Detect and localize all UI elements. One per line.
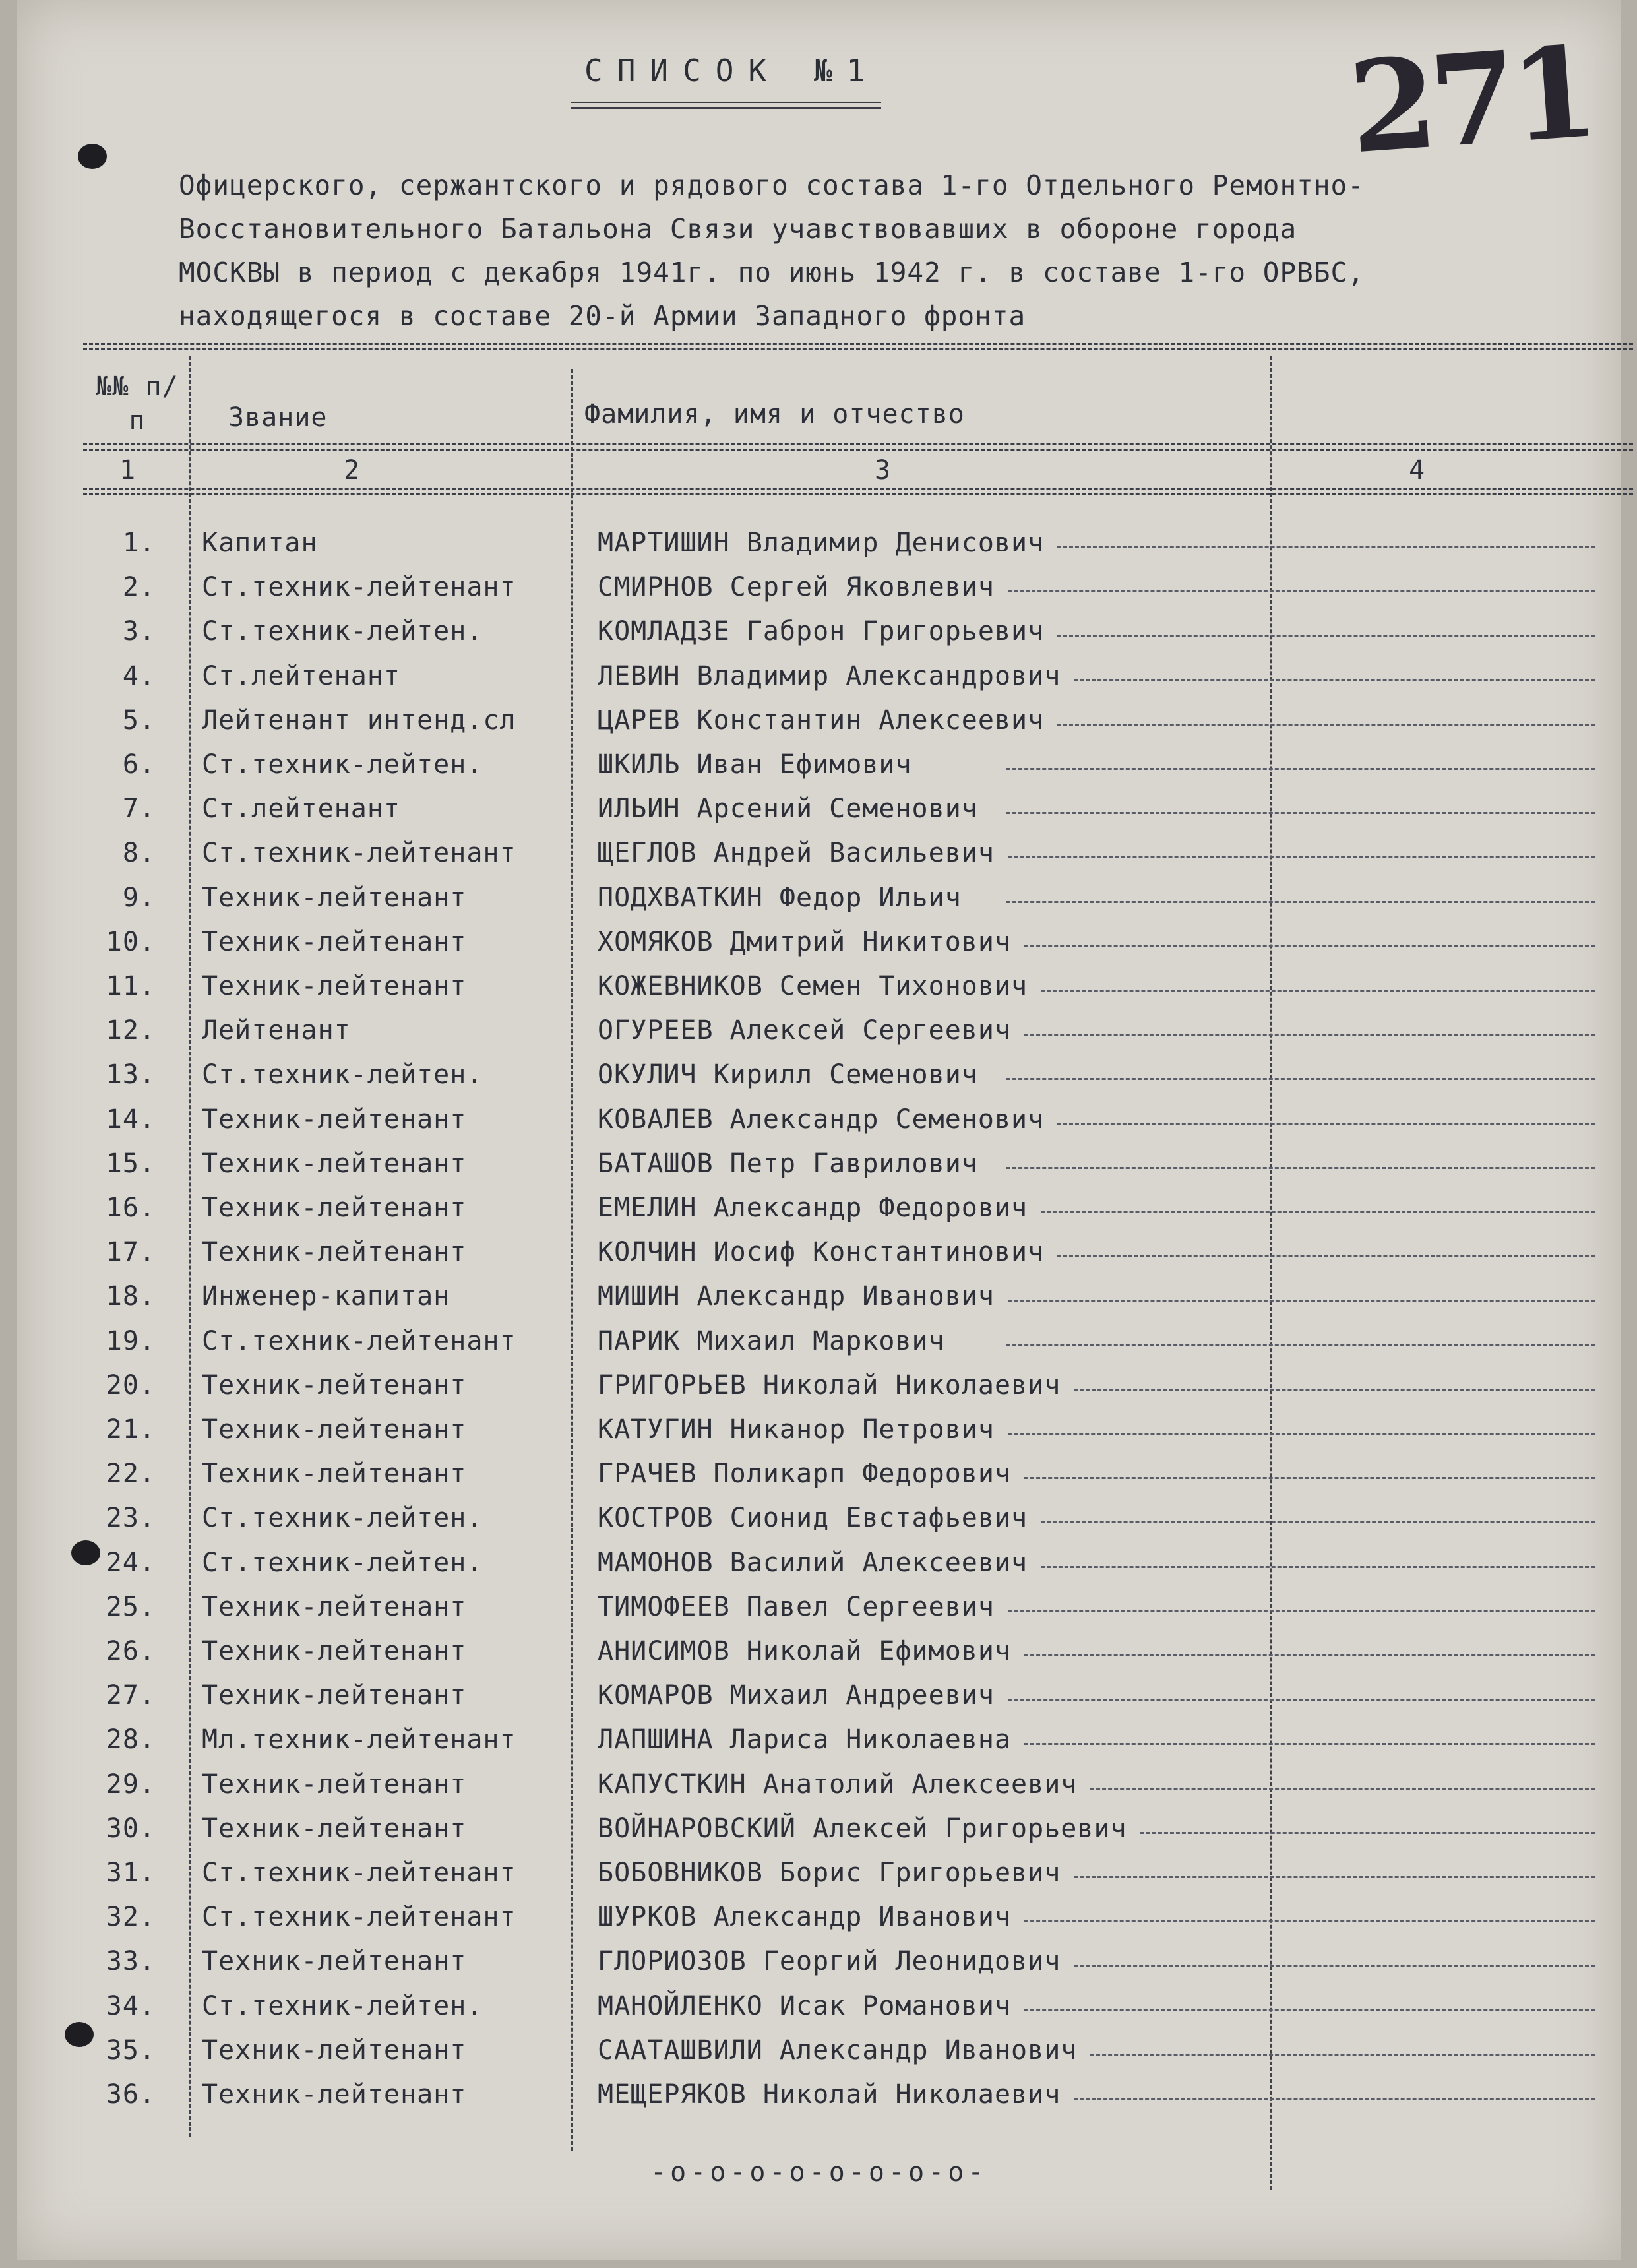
row-number: 29.: [106, 1769, 156, 1800]
row-full-name: МАМОНОВ Василий Алексеевич: [598, 1547, 1028, 1578]
row-rank: Техник-лейтенант: [202, 971, 467, 1001]
row-full-name: КОМАРОВ Михаил Андреевич: [598, 1680, 995, 1711]
row-number: 14.: [106, 1104, 156, 1135]
row-number: 6.: [122, 749, 156, 780]
row-blank-column-4: [1140, 1832, 1595, 1834]
row-number: 5.: [122, 705, 156, 736]
row-blank-column-4: [1041, 1211, 1595, 1213]
row-number: 7.: [122, 794, 156, 825]
row-number: 36.: [106, 2079, 156, 2110]
row-rank: Ст.техник-лейтенант: [202, 1902, 516, 1933]
row-full-name: АНИСИМОВ Николай Ефимович: [598, 1636, 1012, 1666]
row-full-name: КОМЛАДЗЕ Габрон Григорьевич: [598, 616, 1045, 647]
table-row: [17, 838, 1621, 881]
intro-line: Офицерского, сержантского и рядового состава 1-го Отдельного Ремонтно-: [179, 170, 1365, 201]
table-row: [17, 1059, 1621, 1103]
row-number: 32.: [106, 1902, 156, 1933]
row-rank: Ст.техник-лейтенант: [202, 572, 516, 603]
row-blank-column-4: [1074, 1876, 1595, 1878]
row-blank-column-4: [1024, 945, 1595, 947]
table-row: [17, 1858, 1621, 1901]
row-number: 12.: [106, 1015, 156, 1046]
row-blank-column-4: [1041, 1566, 1595, 1568]
row-blank-column-4: [1057, 1255, 1595, 1257]
table-row: [17, 927, 1621, 970]
row-blank-column-4: [1090, 1788, 1595, 1790]
header-name: Фамилия, имя и отчество: [584, 399, 965, 429]
row-blank-column-4: [1008, 590, 1595, 592]
row-blank-column-4: [1024, 1654, 1595, 1656]
row-rank: Ст.лейтенант: [202, 794, 400, 825]
row-full-name: КОЖЕВНИКОВ Семен Тихонович: [598, 971, 1028, 1001]
row-number: 9.: [122, 882, 156, 913]
row-rank: Ст.техник-лейтен.: [202, 749, 483, 780]
table-row: [17, 1769, 1621, 1813]
row-number: 20.: [106, 1370, 156, 1401]
row-full-name: ПАРИК Михаил Маркович: [598, 1325, 945, 1356]
row-rank: Ст.техник-лейтенант: [202, 838, 516, 869]
row-number: 27.: [106, 1680, 156, 1711]
row-number: 21.: [106, 1414, 156, 1445]
row-full-name: КАТУГИН Никанор Петрович: [598, 1414, 995, 1445]
intro-line: находящегося в составе 20-й Армии Западного фронта: [179, 300, 1026, 332]
table-row: [17, 1237, 1621, 1280]
row-number: 3.: [122, 616, 156, 647]
row-full-name: МИШИН Александр Иванович: [598, 1281, 995, 1312]
row-number: 10.: [106, 926, 156, 957]
header-num: №№ п/п: [96, 371, 179, 436]
row-blank-column-4: [1008, 1610, 1595, 1612]
row-number: 18.: [106, 1281, 156, 1312]
row-full-name: ОКУЛИЧ Кирилл Семенович: [598, 1059, 978, 1090]
table-row: [17, 749, 1621, 793]
table-row: [17, 661, 1621, 705]
row-rank: Ст.лейтенант: [202, 660, 400, 691]
row-full-name: ЦАРЕВ Константин Алексеевич: [598, 705, 1045, 736]
table-row: [17, 528, 1621, 571]
row-blank-column-4: [1024, 1034, 1595, 1036]
row-blank-column-4: [1057, 635, 1595, 637]
table-row: [17, 1459, 1621, 1502]
row-number: 23.: [106, 1503, 156, 1534]
table-row: [17, 1414, 1621, 1458]
row-rank: Ст.техник-лейтен.: [202, 1547, 483, 1578]
table-top-rule: [83, 343, 1633, 350]
header-rank: Звание: [228, 402, 328, 433]
table-row: [17, 1015, 1621, 1059]
row-full-name: ЛАПШИНА Лариса Николаевна: [598, 1724, 1012, 1755]
table-row: [17, 616, 1621, 660]
intro-line: МОСКВЫ в период с декабря 1941г. по июнь 1942 г. в составе 1-го ОРВБС,: [179, 257, 1365, 288]
row-rank: Лейтенант интенд.сл: [202, 705, 516, 736]
table-row: [17, 1104, 1621, 1148]
table-row: [17, 1503, 1621, 1546]
title-underline: [571, 102, 881, 109]
row-rank: Техник-лейтенант: [202, 1591, 467, 1622]
row-rank: Техник-лейтенант: [202, 1680, 467, 1711]
table-row: [17, 1724, 1621, 1768]
row-blank-column-4: [1041, 1521, 1595, 1523]
table-row: [17, 1149, 1621, 1192]
row-rank: Техник-лейтенант: [202, 1636, 467, 1666]
row-number: 1.: [122, 528, 156, 558]
column-number-rule: [83, 488, 1633, 495]
row-blank-column-4: [1074, 679, 1595, 681]
header-bottom-rule: [83, 443, 1633, 451]
row-rank: Капитан: [202, 528, 318, 558]
row-rank: Инженер-капитан: [202, 1281, 450, 1312]
row-full-name: ЕМЕЛИН Александр Федорович: [598, 1193, 1028, 1223]
end-of-list-mark: -о-о-о-о-о-о-о-о-: [650, 2157, 988, 2188]
row-number: 13.: [106, 1059, 156, 1090]
row-rank: Техник-лейтенант: [202, 1104, 467, 1135]
row-number: 16.: [106, 1193, 156, 1223]
row-number: 35.: [106, 2034, 156, 2065]
row-rank: Техник-лейтенант: [202, 1148, 467, 1179]
row-blank-column-4: [1006, 768, 1595, 770]
archive-number-stamp: 271: [1344, 18, 1596, 182]
row-blank-column-4: [1074, 2098, 1595, 2100]
row-number: 33.: [106, 1946, 156, 1977]
row-rank: Техник-лейтенант: [202, 1813, 467, 1844]
table-row: [17, 1813, 1621, 1857]
row-full-name: ЛЕВИН Владимир Александрович: [598, 660, 1061, 691]
row-full-name: ПОДХВАТКИН Федор Ильич: [598, 882, 962, 913]
row-rank: Техник-лейтенант: [202, 1370, 467, 1401]
table-row: [17, 1326, 1621, 1370]
row-rank: Техник-лейтенант: [202, 882, 467, 913]
row-number: 24.: [106, 1547, 156, 1578]
row-blank-column-4: [1006, 901, 1595, 903]
row-number: 28.: [106, 1724, 156, 1755]
row-full-name: ГЛОРИОЗОВ Георгий Леонидович: [598, 1946, 1061, 1977]
row-rank: Техник-лейтенант: [202, 2034, 467, 2065]
row-rank: Лейтенант: [202, 1015, 351, 1046]
column-number: 1: [119, 455, 137, 486]
row-rank: Мл.техник-лейтенант: [202, 1724, 516, 1755]
document-title: СПИСОК №1: [584, 53, 880, 88]
punch-hole: [71, 1540, 100, 1565]
table-row: [17, 1902, 1621, 1945]
punch-hole: [78, 144, 107, 169]
row-number: 2.: [122, 572, 156, 603]
row-blank-column-4: [1024, 2009, 1595, 2011]
punch-hole: [65, 2022, 94, 2047]
row-rank: Ст.техник-лейтен.: [202, 1990, 483, 2021]
row-full-name: БАТАШОВ Петр Гаврилович: [598, 1148, 978, 1179]
row-rank: Техник-лейтенант: [202, 1769, 467, 1800]
row-full-name: КОЛЧИН Иосиф Константинович: [598, 1237, 1045, 1268]
column-number: 4: [1409, 455, 1426, 486]
row-full-name: ЩЕГЛОВ Андрей Васильевич: [598, 838, 995, 869]
row-full-name: ШКИЛЬ Иван Ефимович: [598, 749, 912, 780]
row-rank: Ст.техник-лейтен.: [202, 616, 483, 647]
table-row: [17, 971, 1621, 1015]
row-blank-column-4: [1024, 1743, 1595, 1745]
row-number: 8.: [122, 838, 156, 869]
column-number: 2: [344, 455, 361, 486]
row-blank-column-4: [1090, 2054, 1595, 2056]
row-blank-column-4: [1006, 812, 1595, 814]
row-blank-column-4: [1008, 1433, 1595, 1435]
row-full-name: ВОЙНАРОВСКИЙ Алексей Григорьевич: [598, 1813, 1127, 1844]
row-full-name: ТИМОФЕЕВ Павел Сергеевич: [598, 1591, 995, 1622]
row-blank-column-4: [1006, 1078, 1595, 1080]
table-row: [17, 1636, 1621, 1680]
table-row: [17, 1680, 1621, 1724]
row-full-name: СМИРНОВ Сергей Яковлевич: [598, 572, 995, 603]
table-row: [17, 2035, 1621, 2079]
table-row: [17, 1592, 1621, 1635]
table-row: [17, 1946, 1621, 1990]
intro-paragraph: [179, 164, 1577, 338]
intro-line: Восстановительного Батальона Связи учавствовавших в обороне города: [179, 213, 1297, 245]
row-full-name: СААТАШВИЛИ Александр Иванович: [598, 2034, 1078, 2065]
row-number: 26.: [106, 1636, 156, 1666]
row-number: 17.: [106, 1237, 156, 1268]
row-number: 30.: [106, 1813, 156, 1844]
column-number: 3: [875, 455, 892, 486]
row-full-name: БОБОВНИКОВ Борис Григорьевич: [598, 1858, 1061, 1888]
row-blank-column-4: [1057, 546, 1595, 548]
row-blank-column-4: [1074, 1965, 1595, 1967]
row-number: 25.: [106, 1591, 156, 1622]
row-full-name: КАПУСТКИН Анатолий Алексеевич: [598, 1769, 1078, 1800]
row-full-name: МАРТИШИН Владимир Денисович: [598, 528, 1045, 558]
row-rank: Ст.техник-лейтен.: [202, 1059, 483, 1090]
row-full-name: КОСТРОВ Сионид Евстафьевич: [598, 1503, 1028, 1534]
table-row: [17, 1991, 1621, 2034]
table-row: [17, 794, 1621, 837]
row-number: 22.: [106, 1459, 156, 1490]
table-row: [17, 572, 1621, 615]
row-blank-column-4: [1024, 1920, 1595, 1922]
document-sheet: [17, 0, 1621, 2260]
row-rank: Техник-лейтенант: [202, 1946, 467, 1977]
row-full-name: КОВАЛЕВ Александр Семенович: [598, 1104, 1045, 1135]
table-row: [17, 1548, 1621, 1591]
row-rank: Ст.техник-лейтен.: [202, 1503, 483, 1534]
row-number: 31.: [106, 1858, 156, 1888]
table-row: [17, 883, 1621, 926]
table-row: [17, 1370, 1621, 1414]
row-blank-column-4: [1057, 1123, 1595, 1125]
row-rank: Техник-лейтенант: [202, 2079, 467, 2110]
table-row: [17, 1281, 1621, 1325]
row-full-name: ШУРКОВ Александр Иванович: [598, 1902, 1012, 1933]
row-full-name: ГРИГОРЬЕВ Николай Николаевич: [598, 1370, 1061, 1401]
row-number: 11.: [106, 971, 156, 1001]
row-rank: Техник-лейтенант: [202, 926, 467, 957]
row-rank: Техник-лейтенант: [202, 1193, 467, 1223]
row-rank: Ст.техник-лейтенант: [202, 1325, 516, 1356]
row-number: 15.: [106, 1148, 156, 1179]
row-blank-column-4: [1006, 1344, 1595, 1346]
row-number: 4.: [122, 660, 156, 691]
row-number: 34.: [106, 1990, 156, 2021]
row-blank-column-4: [1024, 1477, 1595, 1479]
row-full-name: ОГУРЕЕВ Алексей Сергеевич: [598, 1015, 1012, 1046]
row-blank-column-4: [1006, 1167, 1595, 1169]
row-blank-column-4: [1008, 1300, 1595, 1302]
row-full-name: ГРАЧЕВ Поликарп Федорович: [598, 1459, 1012, 1490]
row-full-name: МАНОЙЛЕНКО Исак Романович: [598, 1990, 1012, 2021]
row-blank-column-4: [1008, 856, 1595, 858]
row-full-name: ИЛЬИН Арсений Семенович: [598, 794, 978, 825]
row-number: 19.: [106, 1325, 156, 1356]
table-row: [17, 2079, 1621, 2123]
row-rank: Техник-лейтенант: [202, 1414, 467, 1445]
row-rank: Ст.техник-лейтенант: [202, 1858, 516, 1888]
row-blank-column-4: [1057, 724, 1595, 726]
row-blank-column-4: [1041, 990, 1595, 992]
row-full-name: ХОМЯКОВ Дмитрий Никитович: [598, 926, 1012, 957]
table-row: [17, 1193, 1621, 1236]
row-blank-column-4: [1074, 1389, 1595, 1391]
row-rank: Техник-лейтенант: [202, 1237, 467, 1268]
row-blank-column-4: [1008, 1699, 1595, 1701]
row-full-name: МЕЩЕРЯКОВ Николай Николаевич: [598, 2079, 1061, 2110]
row-rank: Техник-лейтенант: [202, 1459, 467, 1490]
table-row: [17, 705, 1621, 749]
